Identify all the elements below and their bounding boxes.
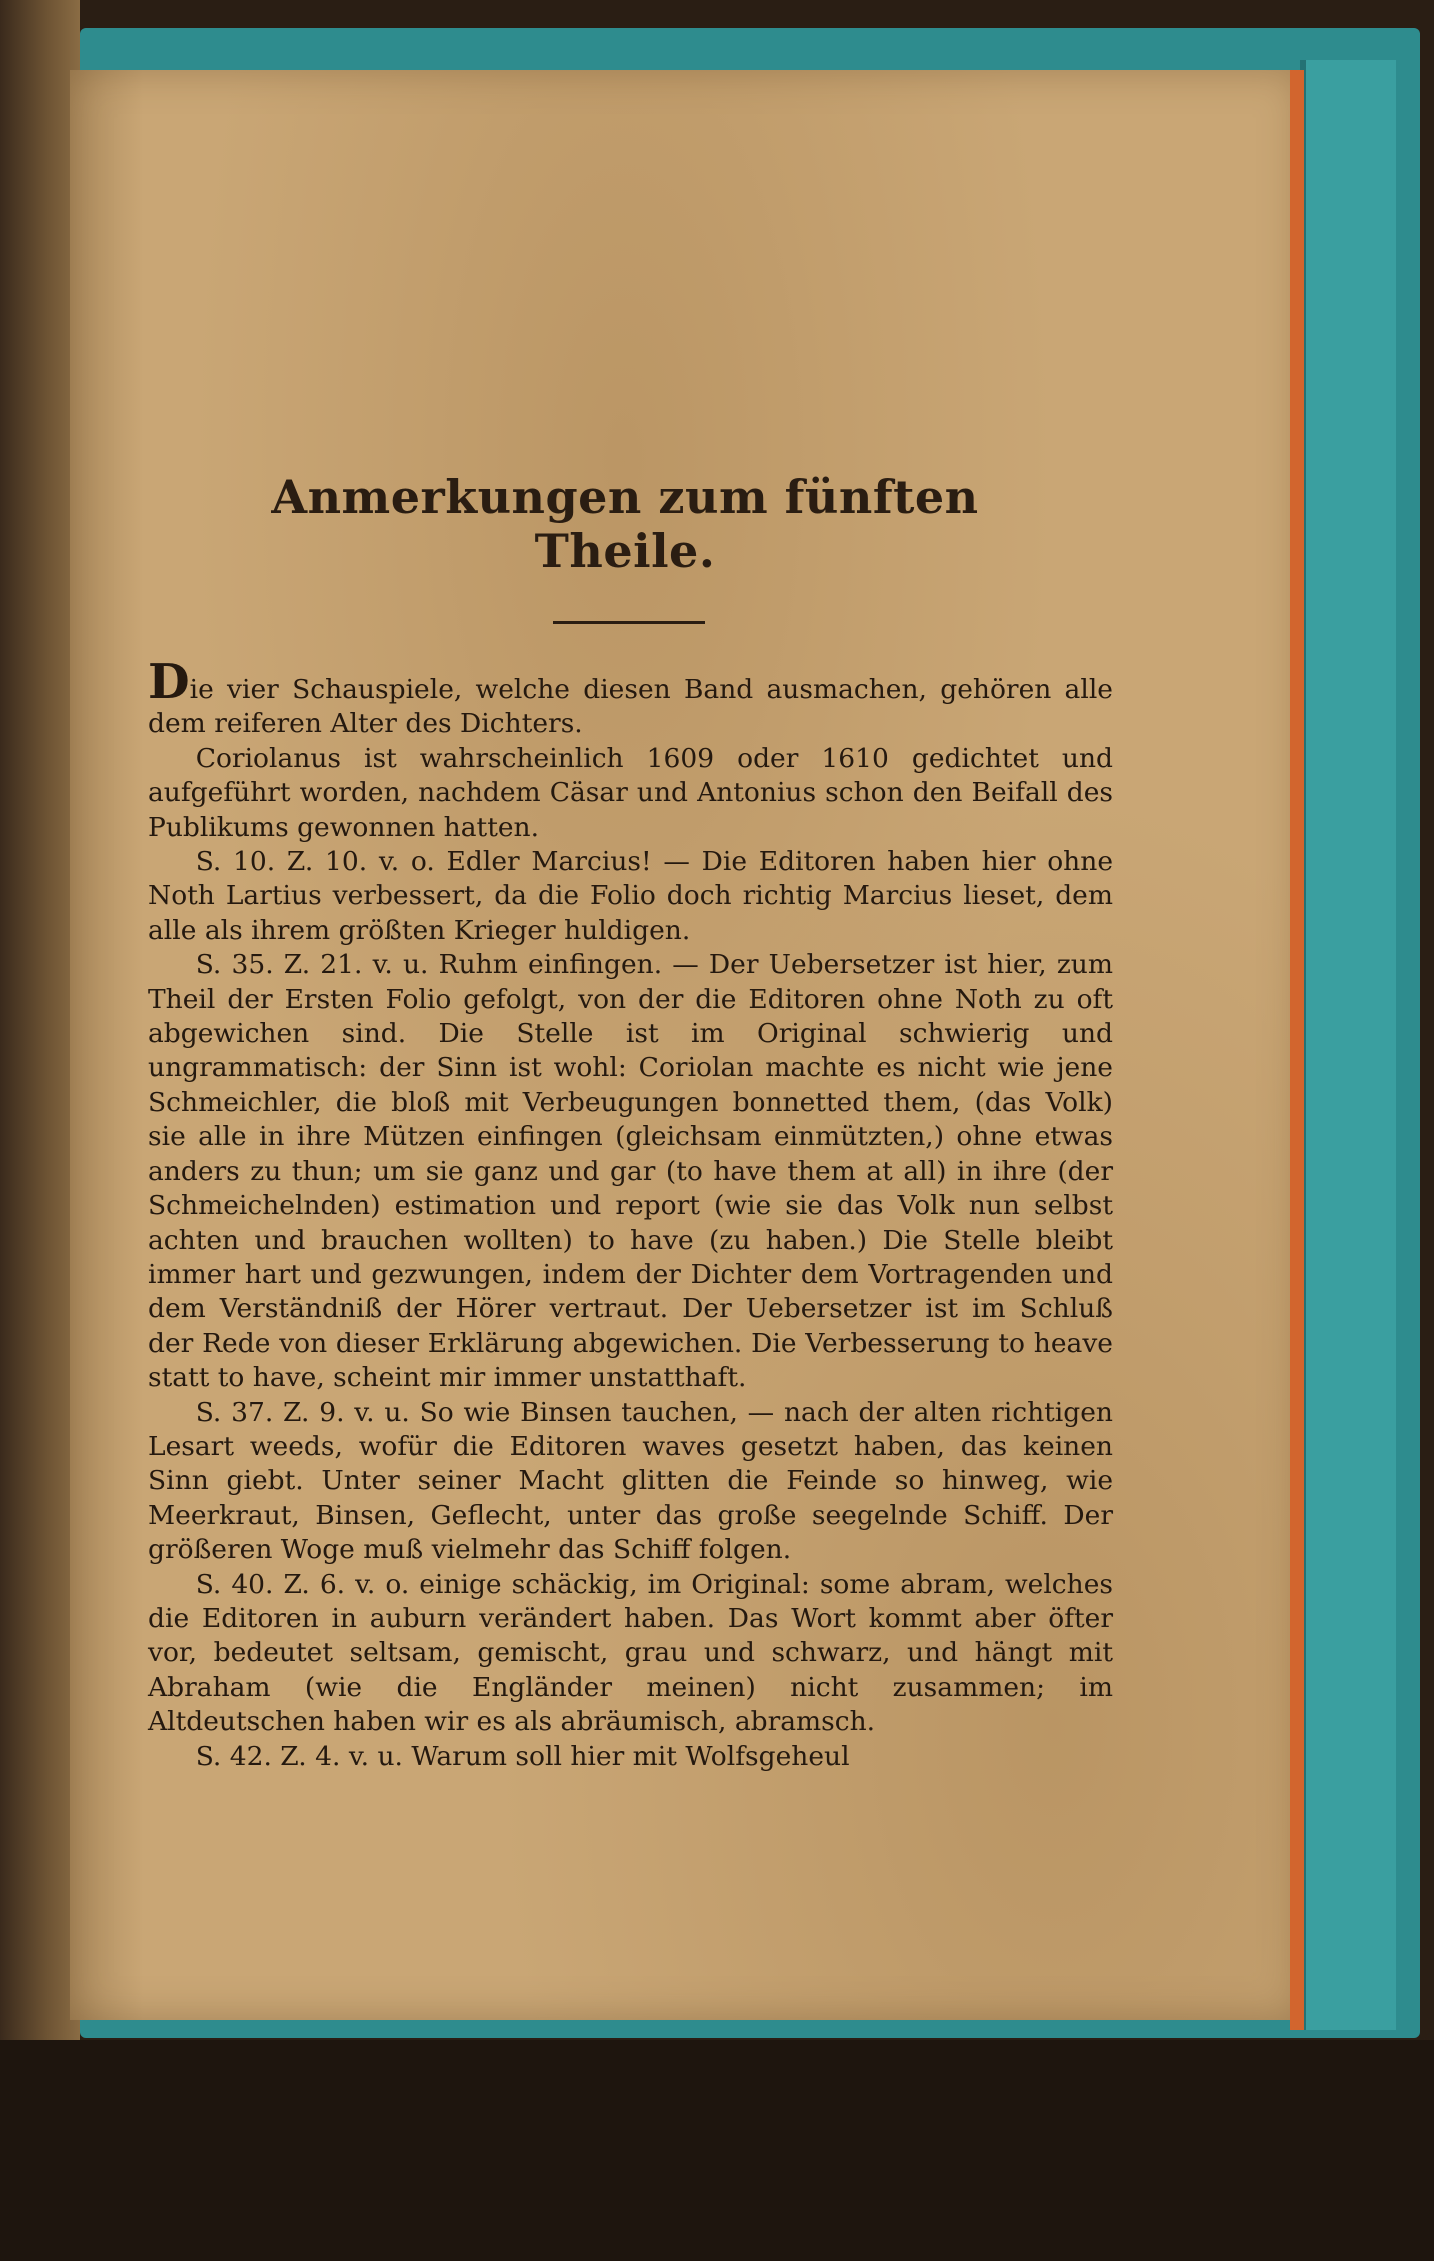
background-surface <box>0 2040 1434 2261</box>
page-heading: Anmerkungen zum fünften Theile. <box>271 470 979 578</box>
page-edges <box>1290 70 1304 2030</box>
paragraph: S. 35. Z. 21. v. u. Ruhm einfingen. — Der Uebersetzer ist hier, zum Theil der Ersten Folio gefolgt, von der die Editoren ohne Noth zu oft abgewichen sind. Die Stelle ist im Original schwierig und ungrammatisch: der Sinn ist wohl: Coriolan machte es nicht wie jene Schmeichler, die bloß mit Verbeugungen bonnetted them, (das Volk) sie alle in ihre Mützen einfingen (gleichsam einmützten,) ohne etwas anders zu thun; um sie ganz und gar (to have them at all) in ihre (der Schmeichelnden) estimation und report (wie sie das Volk nun selbst achten und brauchen wollten) to have (zu haben.) Die Stelle bleibt immer hart und gezwungen, indem der Dichter dem Vortragenden und dem Verständniß der Hörer vertraut. Der Uebersetzer ist im Schluß der Rede von dieser Erklärung abgewichen. Die Verbesserung to heave statt to have, scheint mir immer unstatthaft. <box>148 949 1113 1394</box>
book-spine-left <box>0 0 80 2261</box>
paragraph <box>148 654 1113 742</box>
paragraph: S. 10. Z. 10. v. o. Edler Marcius! — Die Editoren haben hier ohne Noth Lartius verbessert, da die Folio doch richtig Marcius lieset, dem alle als ihrem größten Krieger huldigen. <box>148 846 1113 946</box>
paragraph: S. 40. Z. 6. v. o. einige schäckig, im Original: some abram, welches die Editoren in auburn verändert haben. Das Wort kommt aber öfter vor, bedeutet seltsam, gemischt, grau und schwarz, und hängt mit Abraham (wie die Engländer meinen) nicht zusammen; im Altdeutschen haben wir es als abräumisch, abramsch. <box>148 1568 1113 1738</box>
paragraph: Coriolanus ist wahrscheinlich 1609 oder 1610 gedichtet und aufgeführt worden, nachdem Cäsar und Antonius schon den Beifall des Publikums gewonnen hatten. <box>148 742 1113 843</box>
drop-cap: D <box>148 654 190 710</box>
paragraph-text: ie vier Schauspiele, welche diesen Band ausmachen, gehören alle dem reiferen Alter des Dichters. <box>148 674 1113 740</box>
paragraph: S. 42. Z. 4. v. u. Warum soll hier mit Wolfsgeheul <box>195 1740 850 1772</box>
paragraph: S. 37. Z. 9. v. u. So wie Binsen tauchen, — nach der alten richtigen Lesart weeds, wofür die Editoren waves gesetzt haben, das keinen Sinn giebt. Unter seiner Macht glitten die Feinde so hinweg, wie Meerkraut, Binsen, Geflecht, unter das große seegelnde Schiff. Der größeren Woge muß vielmehr das Schiff folgen. <box>148 1396 1113 1566</box>
body-text <box>148 654 1113 1774</box>
heading-rule <box>553 621 705 624</box>
book-cover-edge <box>1300 60 1396 2030</box>
